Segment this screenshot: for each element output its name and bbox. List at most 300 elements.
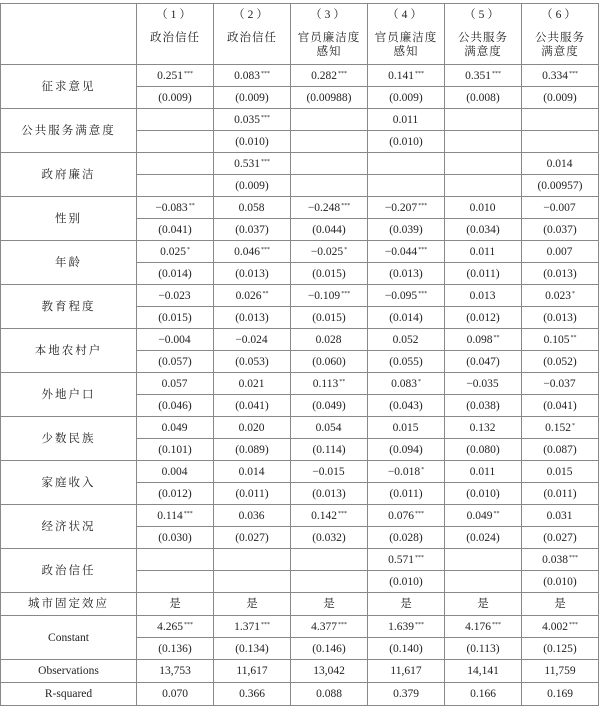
column-header [522, 4, 599, 65]
coef-cell [445, 549, 522, 571]
table-row-coef [1, 65, 599, 87]
coef-value: 0.251 [157, 69, 183, 82]
coef-cell [214, 153, 291, 175]
significance-stars: *** [414, 554, 424, 561]
coef-cell [214, 505, 291, 527]
column-number: （6） [541, 9, 579, 21]
se-cell: (0.146) [291, 638, 368, 660]
significance-stars: * [344, 246, 348, 253]
se-cell: (0.060) [291, 351, 368, 373]
column-number: （4） [387, 9, 425, 21]
significance-stars: *** [337, 70, 347, 77]
se-cell: (0.125) [522, 638, 599, 660]
coef-cell [137, 616, 214, 638]
coef-cell [291, 505, 368, 527]
se-cell: (0.027) [214, 527, 291, 549]
column-number: （5） [464, 9, 502, 21]
coef-value: 0.007 [546, 245, 573, 258]
coef-cell [368, 285, 445, 307]
coef-value: 0.046 [234, 245, 260, 258]
se-cell: (0.00957) [522, 175, 599, 197]
se-cell: (0.009) [522, 87, 599, 109]
coef-value: −0.207 [384, 201, 418, 214]
column-label: 政治信任 [150, 32, 200, 44]
header-row [1, 4, 599, 65]
coef-cell [137, 461, 214, 483]
significance-stars: *** [183, 510, 193, 517]
row-label: Constant [1, 616, 137, 660]
row-label: 教育程度 [1, 285, 137, 329]
se-cell [445, 131, 522, 153]
se-cell [368, 175, 445, 197]
column-number: （2） [233, 9, 271, 21]
coef-cell [445, 505, 522, 527]
se-cell: (0.039) [368, 219, 445, 241]
coef-cell [214, 549, 291, 571]
column-number: （3） [310, 9, 348, 21]
column-header [445, 4, 522, 65]
significance-stars: * [571, 290, 575, 297]
table-row-coef [1, 109, 599, 131]
row-label: 外地户口 [1, 373, 137, 417]
coef-value: −0.018 [387, 465, 421, 478]
se-cell: (0.038) [445, 395, 522, 417]
coef-cell [137, 241, 214, 263]
se-cell: (0.010) [368, 131, 445, 153]
coef-value: 0.011 [469, 245, 496, 258]
coef-cell [368, 616, 445, 638]
coef-cell [137, 505, 214, 527]
se-cell [291, 175, 368, 197]
coef-value: 0.571 [388, 553, 414, 566]
coef-value: −0.044 [384, 245, 418, 258]
value-cell: 是 [445, 593, 522, 616]
se-cell: (0.012) [137, 483, 214, 505]
row-label: 公共服务满意度 [1, 109, 137, 153]
coef-cell [291, 616, 368, 638]
se-cell: (0.032) [291, 527, 368, 549]
value-cell: 是 [214, 593, 291, 616]
row-label: 少数民族 [1, 417, 137, 461]
row-label: 城市固定效应 [1, 593, 137, 616]
se-cell: (0.011) [368, 483, 445, 505]
coef-cell [214, 65, 291, 87]
significance-stars: ** [570, 334, 577, 341]
coef-value: 0.028 [315, 333, 342, 346]
coef-value: 0.105 [543, 333, 570, 346]
significance-stars: *** [260, 621, 270, 628]
coef-cell [445, 417, 522, 439]
se-cell: (0.134) [214, 638, 291, 660]
significance-stars: *** [568, 70, 578, 77]
coef-cell [291, 373, 368, 395]
se-cell: (0.011) [214, 483, 291, 505]
se-cell: (0.055) [368, 351, 445, 373]
coef-value: −0.025 [310, 245, 344, 258]
table-row-coef [1, 461, 599, 483]
coef-value: 0.141 [388, 69, 414, 82]
column-label: 公共服务 满意度 [535, 32, 585, 58]
coef-cell [522, 549, 599, 571]
significance-stars: *** [568, 621, 578, 628]
coef-cell [137, 329, 214, 351]
se-cell: (0.009) [368, 87, 445, 109]
coef-value: 0.020 [238, 421, 265, 434]
significance-stars: *** [418, 246, 428, 253]
coef-value: −0.004 [158, 333, 191, 346]
se-cell: (0.057) [137, 351, 214, 373]
se-cell: (0.052) [522, 351, 599, 373]
significance-stars: * [571, 422, 575, 429]
significance-stars: *** [260, 114, 270, 121]
se-cell: (0.014) [368, 307, 445, 329]
coef-cell [445, 197, 522, 219]
se-cell: (0.046) [137, 395, 214, 417]
se-cell: (0.009) [214, 175, 291, 197]
column-label: 官员廉洁度 感知 [374, 32, 438, 58]
se-cell: (0.047) [445, 351, 522, 373]
coef-cell [291, 417, 368, 439]
coef-value: 0.014 [546, 157, 573, 170]
coef-cell [214, 461, 291, 483]
coef-value: 4.176 [465, 620, 491, 633]
se-cell [137, 571, 214, 593]
se-cell [291, 571, 368, 593]
table-row-coef [1, 373, 599, 395]
value-cell: 0.169 [522, 683, 599, 706]
se-cell: (0.044) [291, 219, 368, 241]
coef-cell [137, 109, 214, 131]
significance-stars: ** [339, 378, 346, 385]
coef-cell [291, 65, 368, 87]
value-cell: 是 [522, 593, 599, 616]
coef-cell [137, 153, 214, 175]
significance-stars: *** [337, 510, 347, 517]
coef-cell [445, 65, 522, 87]
se-cell: (0.013) [368, 263, 445, 285]
significance-stars: ** [493, 334, 500, 341]
coef-cell [522, 153, 599, 175]
value-cell: 0.166 [445, 683, 522, 706]
coef-value: 0.057 [161, 377, 188, 390]
se-cell [214, 571, 291, 593]
se-cell: (0.113) [445, 638, 522, 660]
se-cell: (0.024) [445, 527, 522, 549]
coef-value: 1.639 [388, 620, 414, 633]
coef-cell [368, 549, 445, 571]
r-squared-row [1, 683, 599, 706]
se-cell: (0.094) [368, 439, 445, 461]
coef-cell [291, 285, 368, 307]
coef-value: 0.021 [238, 377, 265, 390]
se-cell: (0.027) [522, 527, 599, 549]
significance-stars: *** [418, 290, 428, 297]
significance-stars: *** [491, 621, 501, 628]
coef-value: −0.037 [543, 377, 576, 390]
value-cell: 0.379 [368, 683, 445, 706]
significance-stars: ** [262, 290, 269, 297]
significance-stars: *** [183, 621, 193, 628]
table-row-coef [1, 285, 599, 307]
value-cell: 13,753 [137, 660, 214, 683]
table-row-coef [1, 417, 599, 439]
coef-value: 0.054 [315, 421, 342, 434]
coef-cell [445, 373, 522, 395]
se-cell: (0.015) [291, 263, 368, 285]
fixed-effect-row [1, 593, 599, 616]
coef-value: 0.098 [466, 333, 493, 346]
significance-stars: * [186, 246, 190, 253]
value-cell: 是 [137, 593, 214, 616]
regression-table [0, 3, 599, 706]
se-cell: (0.013) [522, 263, 599, 285]
significance-stars: *** [491, 70, 501, 77]
se-cell: (0.009) [137, 87, 214, 109]
column-label: 政治信任 [227, 32, 277, 44]
coef-value: −0.109 [307, 289, 341, 302]
se-cell: (0.136) [137, 638, 214, 660]
coef-value: 0.083 [234, 69, 260, 82]
coef-value: 0.038 [542, 553, 568, 566]
coef-value: 0.058 [238, 201, 265, 214]
se-cell: (0.034) [445, 219, 522, 241]
value-cell: 13,042 [291, 660, 368, 683]
column-label: 官员廉洁度 感知 [297, 32, 361, 58]
coef-cell [214, 417, 291, 439]
coef-value: 0.031 [546, 509, 573, 522]
significance-stars: *** [418, 202, 428, 209]
value-cell: 11,617 [214, 660, 291, 683]
coef-value: 0.052 [392, 333, 419, 346]
regression-table-container [0, 3, 599, 706]
coef-cell [214, 616, 291, 638]
significance-stars: ** [188, 202, 195, 209]
coef-value: 0.142 [311, 509, 337, 522]
significance-stars: *** [260, 70, 270, 77]
se-cell: (0.015) [137, 307, 214, 329]
coef-value: 0.114 [157, 509, 183, 522]
row-label: 年龄 [1, 241, 137, 285]
coef-cell [137, 197, 214, 219]
coef-cell [291, 109, 368, 131]
value-cell: 0.088 [291, 683, 368, 706]
se-cell: (0.015) [291, 307, 368, 329]
coef-value: 0.010 [469, 201, 496, 214]
row-label: 政治信任 [1, 549, 137, 593]
coef-value: 0.351 [465, 69, 491, 82]
se-cell: (0.011) [445, 263, 522, 285]
row-label: 性别 [1, 197, 137, 241]
se-cell: (0.013) [522, 307, 599, 329]
significance-stars: *** [414, 621, 424, 628]
se-cell: (0.009) [214, 87, 291, 109]
table-row-coef [1, 241, 599, 263]
column-header [368, 4, 445, 65]
se-cell: (0.014) [137, 263, 214, 285]
coef-value: −0.248 [307, 201, 341, 214]
se-cell: (0.010) [214, 131, 291, 153]
coef-value: 0.015 [546, 465, 573, 478]
significance-stars: * [417, 378, 421, 385]
coef-value: 0.011 [392, 113, 419, 126]
table-row-coef [1, 153, 599, 175]
value-cell: 11,617 [368, 660, 445, 683]
column-header [291, 4, 368, 65]
coef-cell [522, 285, 599, 307]
coef-value: 4.377 [311, 620, 337, 633]
coef-cell [368, 329, 445, 351]
se-cell: (0.00988) [291, 87, 368, 109]
coef-value: −0.007 [543, 201, 576, 214]
row-label: 本地农村户 [1, 329, 137, 373]
coef-value: 0.152 [545, 421, 571, 434]
coef-value: 0.011 [469, 465, 496, 478]
coef-value: 0.014 [238, 465, 265, 478]
coef-cell [137, 65, 214, 87]
coef-value: 0.025 [160, 245, 186, 258]
coef-cell [214, 329, 291, 351]
se-cell: (0.089) [214, 439, 291, 461]
coef-cell [522, 461, 599, 483]
se-cell [445, 175, 522, 197]
row-label: R-squared [1, 683, 137, 706]
se-cell: (0.087) [522, 439, 599, 461]
coef-cell [522, 329, 599, 351]
observations-row [1, 660, 599, 683]
table-row-coef [1, 197, 599, 219]
significance-stars: *** [260, 246, 270, 253]
coef-cell [522, 241, 599, 263]
coef-cell [368, 153, 445, 175]
coef-value: 0.035 [234, 113, 260, 126]
coef-value: 0.036 [238, 509, 265, 522]
row-label: 经济状况 [1, 505, 137, 549]
coef-cell [368, 461, 445, 483]
se-cell [291, 131, 368, 153]
coef-cell [522, 616, 599, 638]
se-cell: (0.037) [522, 219, 599, 241]
coef-cell [368, 241, 445, 263]
coef-value: −0.024 [235, 333, 268, 346]
coef-cell [137, 373, 214, 395]
se-cell: (0.010) [368, 571, 445, 593]
se-cell: (0.049) [291, 395, 368, 417]
se-cell: (0.008) [445, 87, 522, 109]
se-cell: (0.101) [137, 439, 214, 461]
coef-cell [368, 65, 445, 87]
se-cell: (0.114) [291, 439, 368, 461]
significance-stars: ** [493, 510, 500, 517]
coef-value: 0.013 [469, 289, 496, 302]
table-body [1, 65, 599, 706]
significance-stars: * [421, 466, 425, 473]
coef-cell [214, 109, 291, 131]
coef-value: −0.083 [155, 201, 188, 214]
coef-value: 0.049 [466, 509, 493, 522]
coef-value: 0.004 [161, 465, 188, 478]
value-cell: 是 [368, 593, 445, 616]
coef-value: 0.113 [312, 377, 339, 390]
coef-cell [445, 241, 522, 263]
significance-stars: *** [260, 158, 270, 165]
coef-cell [368, 373, 445, 395]
column-header [214, 4, 291, 65]
coef-value: 0.531 [234, 157, 260, 170]
coef-cell [291, 549, 368, 571]
coef-value: 0.083 [391, 377, 417, 390]
coef-value: 4.002 [542, 620, 568, 633]
coef-cell [291, 241, 368, 263]
coef-value: 1.371 [234, 620, 260, 633]
row-label: 征求意见 [1, 65, 137, 109]
column-header [137, 4, 214, 65]
coef-cell [291, 153, 368, 175]
se-cell: (0.012) [445, 307, 522, 329]
coef-cell [291, 329, 368, 351]
table-row-coef [1, 329, 599, 351]
coef-value: 0.334 [542, 69, 568, 82]
value-cell: 11,759 [522, 660, 599, 683]
se-cell: (0.041) [522, 395, 599, 417]
significance-stars: *** [414, 70, 424, 77]
coef-cell [137, 417, 214, 439]
significance-stars: *** [414, 510, 424, 517]
value-cell: 0.070 [137, 683, 214, 706]
row-label: Observations [1, 660, 137, 683]
coef-value: −0.015 [312, 465, 345, 478]
se-cell: (0.028) [368, 527, 445, 549]
coef-value: 0.026 [235, 289, 262, 302]
table-row-coef [1, 549, 599, 571]
se-cell: (0.140) [368, 638, 445, 660]
coef-value: −0.035 [466, 377, 499, 390]
coef-cell [522, 109, 599, 131]
coef-cell [214, 241, 291, 263]
se-cell: (0.010) [445, 483, 522, 505]
se-cell: (0.053) [214, 351, 291, 373]
se-cell [137, 131, 214, 153]
coef-cell [368, 109, 445, 131]
se-cell: (0.013) [214, 263, 291, 285]
coef-value: −0.023 [158, 289, 191, 302]
se-cell: (0.013) [214, 307, 291, 329]
coef-cell [137, 285, 214, 307]
se-cell: (0.041) [214, 395, 291, 417]
se-cell: (0.037) [214, 219, 291, 241]
coef-value: 0.282 [311, 69, 337, 82]
coef-cell [214, 197, 291, 219]
row-label: 政府廉洁 [1, 153, 137, 197]
significance-stars: *** [337, 621, 347, 628]
coef-cell [522, 417, 599, 439]
value-cell: 是 [291, 593, 368, 616]
coef-cell [368, 417, 445, 439]
coef-cell [291, 461, 368, 483]
se-cell: (0.013) [291, 483, 368, 505]
column-label: 公共服务 满意度 [458, 32, 508, 58]
coef-value: 0.132 [469, 421, 496, 434]
significance-stars: *** [341, 202, 351, 209]
coef-cell [445, 109, 522, 131]
coef-cell [137, 549, 214, 571]
coef-cell [522, 65, 599, 87]
column-number: （1） [156, 9, 194, 21]
coef-cell [214, 285, 291, 307]
table-row-coef [1, 616, 599, 638]
value-cell: 0.366 [214, 683, 291, 706]
se-cell: (0.030) [137, 527, 214, 549]
header-corner-cell [1, 4, 137, 65]
